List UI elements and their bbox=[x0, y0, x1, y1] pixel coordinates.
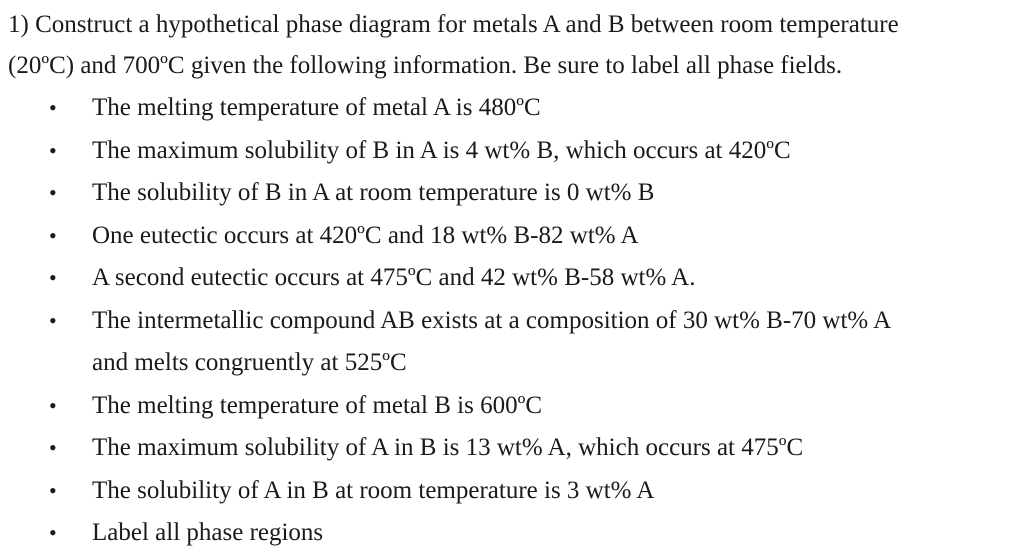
list-item-text bbox=[92, 257, 1024, 300]
bullet-icon: • bbox=[49, 222, 57, 248]
requirements-list bbox=[0, 87, 1024, 555]
list-item-text bbox=[92, 87, 1024, 130]
bullet-icon: • bbox=[49, 265, 57, 290]
bullet-icon: • bbox=[49, 95, 57, 120]
list-item bbox=[0, 257, 1024, 300]
list-item bbox=[0, 470, 1024, 513]
list-item-line: The maximum solubility of B in A is 4 wt% B, which occurs at 420ºC bbox=[92, 136, 791, 164]
list-item-text bbox=[92, 215, 1024, 258]
list-item bbox=[0, 172, 1024, 215]
bullet-icon: • bbox=[49, 180, 57, 205]
list-item-line: Label all phase regions bbox=[92, 519, 324, 546]
list-item-line: The melting temperature of metal B is 600ºC bbox=[92, 391, 542, 419]
list-item bbox=[0, 130, 1024, 173]
bullet-icon: • bbox=[49, 137, 57, 163]
list-item bbox=[0, 87, 1024, 130]
bullet-icon: • bbox=[49, 392, 57, 418]
list-item-text bbox=[92, 512, 1024, 555]
list-item-text bbox=[92, 172, 1024, 215]
question-intro bbox=[8, 4, 1020, 86]
list-item-line: The solubility of B in A at room temperature is 0 wt% B bbox=[92, 179, 655, 206]
bullet-icon: • bbox=[49, 477, 57, 503]
intro-line-2: (20ºC) and 700ºC given the following information. Be sure to label all phase fields. bbox=[8, 52, 843, 79]
list-item-line: A second eutectic occurs at 475ºC and 42 wt% B-58 wt% A. bbox=[92, 264, 696, 291]
list-item-line: One eutectic occurs at 420ºC and 18 wt% B-82 wt% A bbox=[92, 221, 639, 249]
list-item bbox=[0, 512, 1024, 555]
list-item-line: and melts congruently at 525ºC bbox=[92, 349, 407, 376]
list-item-line: The intermetallic compound AB exists at a composition of 30 wt% B-70 wt% A bbox=[92, 306, 892, 334]
bullet-icon: • bbox=[49, 435, 57, 460]
list-item-line: The maximum solubility of A in B is 13 wt% A, which occurs at 475ºC bbox=[92, 434, 804, 461]
list-item-text bbox=[92, 427, 1024, 470]
list-item bbox=[0, 215, 1024, 258]
list-item-text bbox=[92, 470, 1024, 513]
list-item-line: The melting temperature of metal A is 480ºC bbox=[92, 94, 541, 121]
list-item bbox=[0, 427, 1024, 470]
list-item bbox=[0, 385, 1024, 428]
bullet-icon: • bbox=[49, 520, 57, 545]
list-item-text bbox=[92, 385, 1024, 428]
list-item-line: The solubility of A in B at room temperature is 3 wt% A bbox=[92, 476, 655, 504]
intro-line-1: 1) Construct a hypothetical phase diagram for metals A and B between room temperature bbox=[8, 11, 899, 38]
bullet-icon: • bbox=[49, 307, 57, 333]
list-item-text bbox=[92, 300, 1024, 385]
list-item bbox=[0, 300, 1024, 385]
list-item-text bbox=[92, 130, 1024, 173]
